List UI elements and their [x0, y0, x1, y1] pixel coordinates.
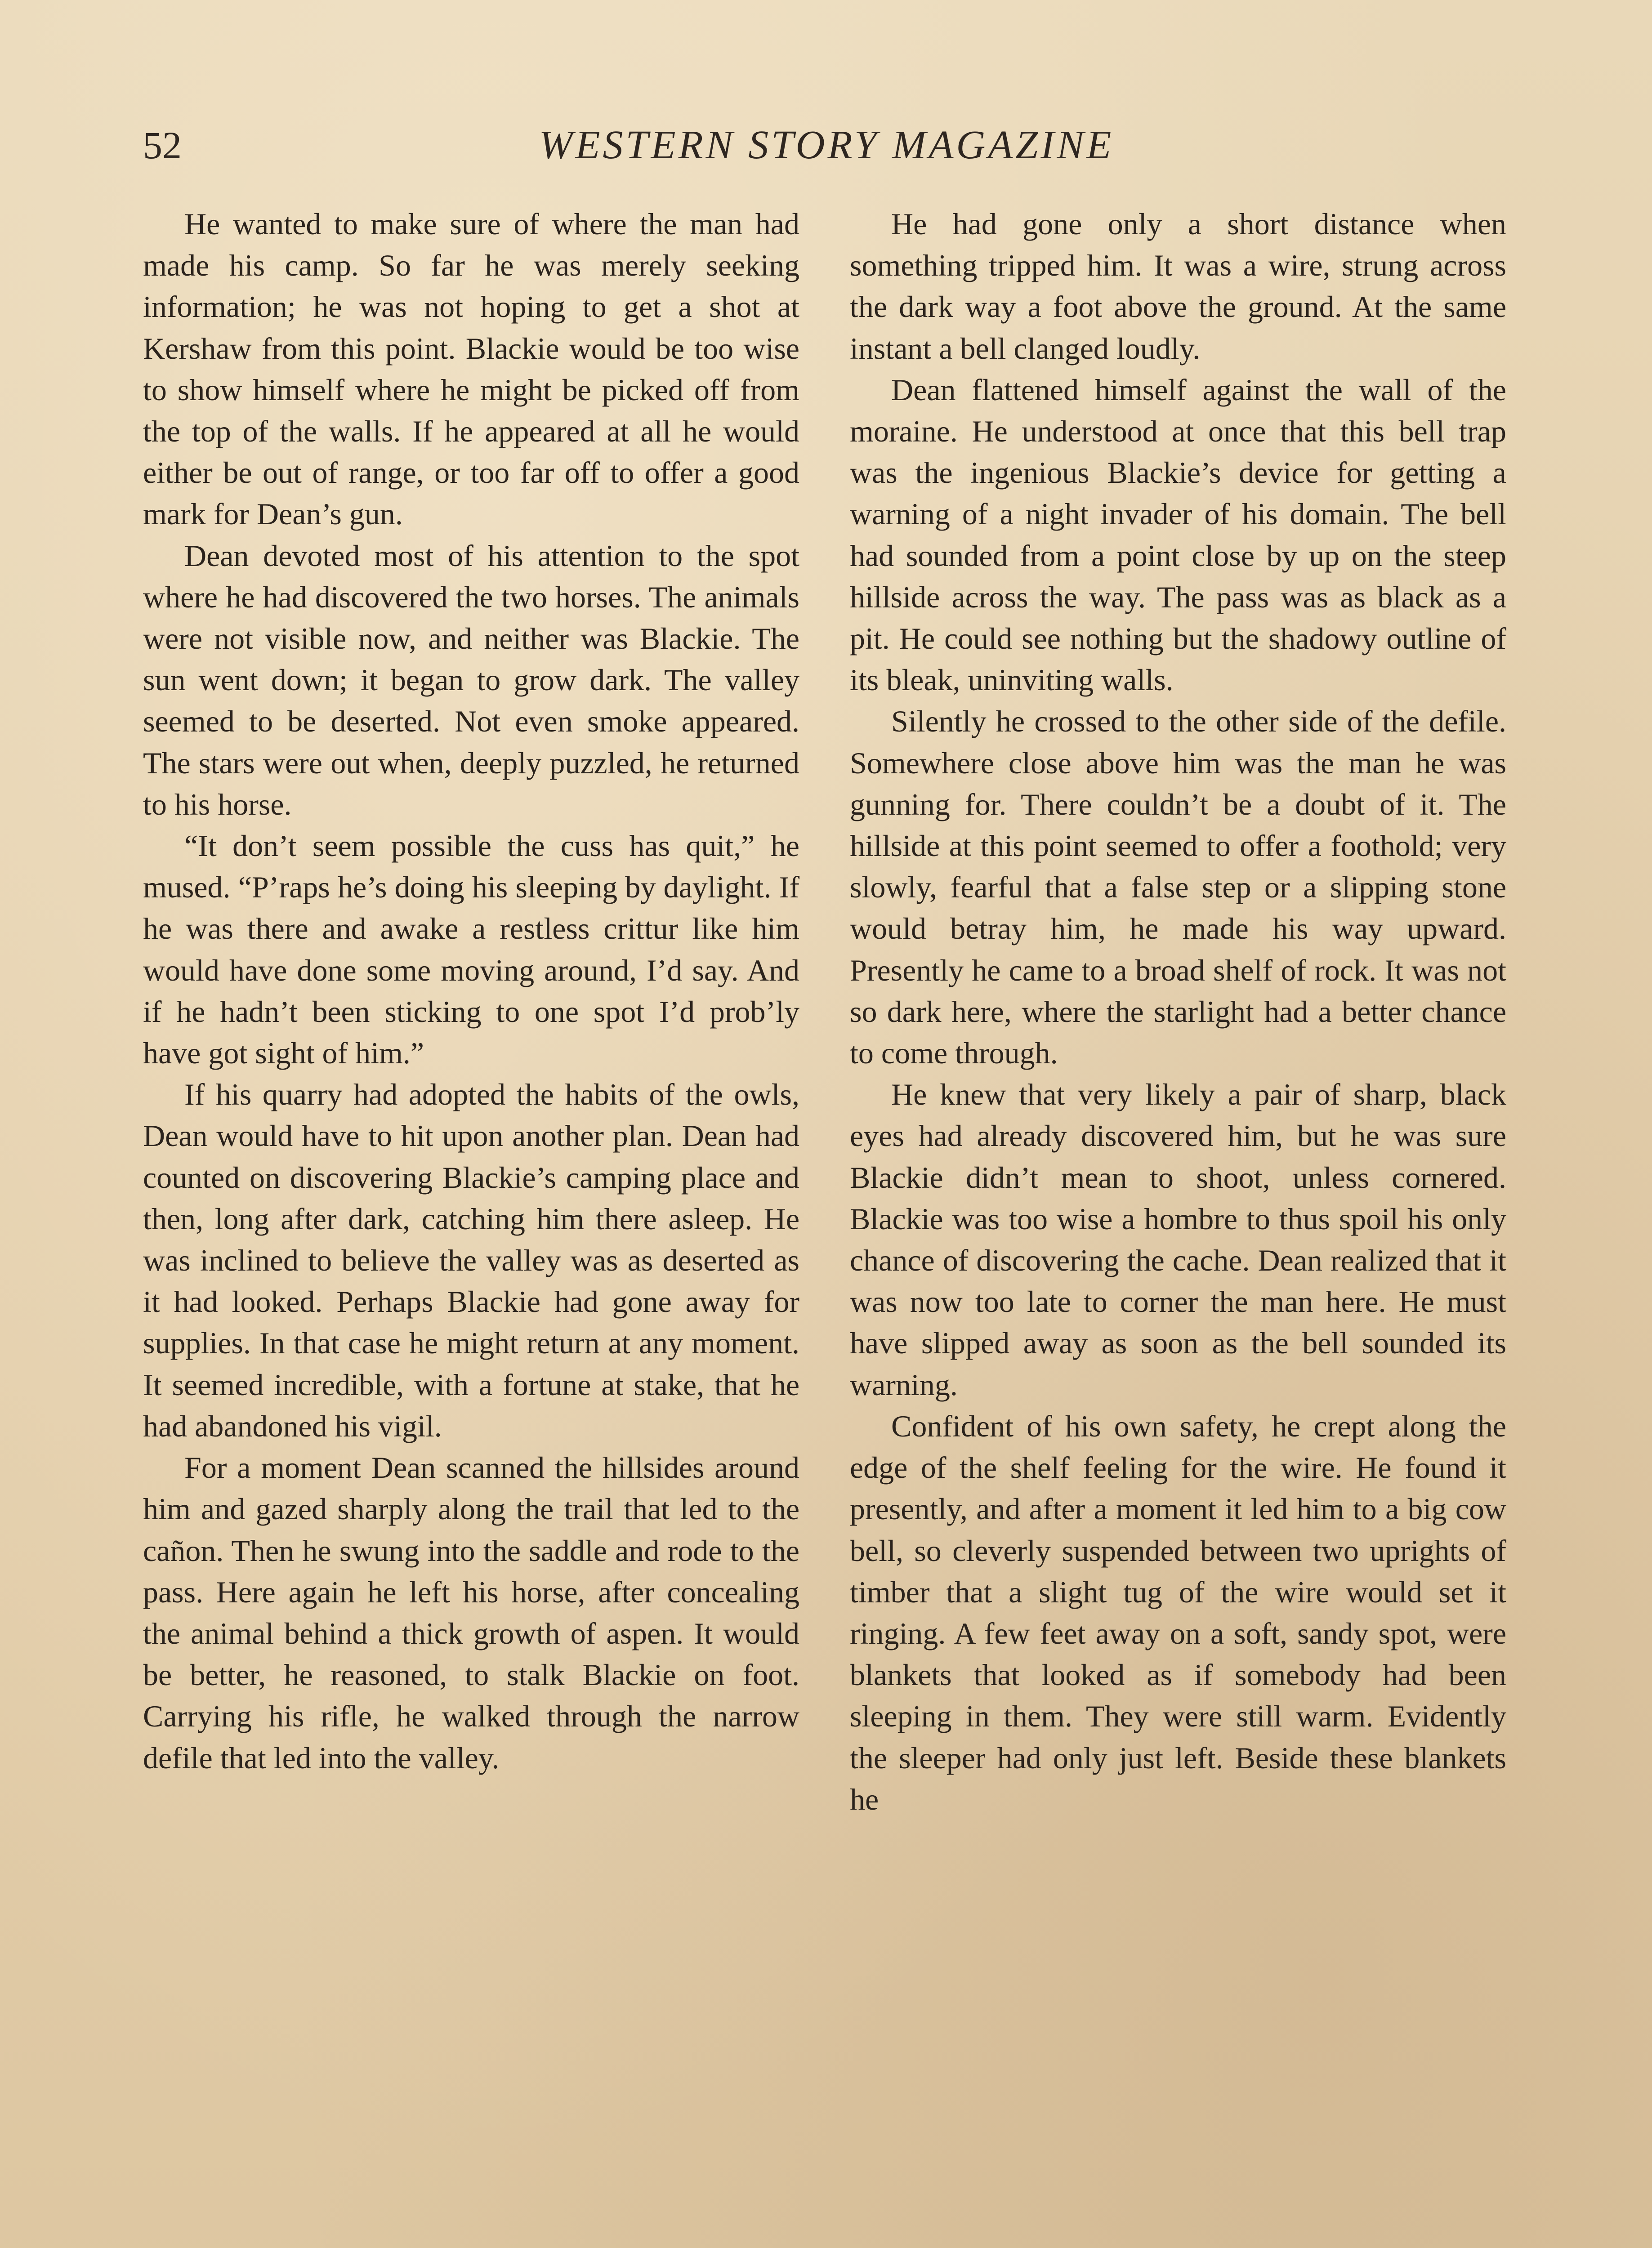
right-column [850, 203, 1506, 1820]
paragraph: If his quarry had adopted the habits of the owls, Dean would have to hit upon another plan. Dean had counted on discovering Blackie’s camping place and then, long after dark, catching him there asleep. He was inclined to believe the valley was as deserted as it had looked. Perhaps Blackie had gone away for supplies. In that case he might return at any moment. It seemed incredible, with a fortune at stake, that he had abandoned his vigil. [143, 1077, 799, 1443]
left-column [143, 203, 799, 1779]
paragraph: Dean devoted most of his attention to the spot where he had discovered the two horses. The animals were not visible now, and neither was Blackie. The sun went down; it began to grow dark. The valley seemed to be deserted. Not even smoke appeared. The stars were out when, deeply puzzled, he returned to his horse. [143, 538, 799, 821]
paragraph: “It don’t seem possible the cuss has quit,” he mused. “P’raps he’s doing his sleeping by daylight. If he was there and awake a restless crittur like him would have done some moving around, I’d say. And if he hadn’t been sticking to one spot I’d prob’ly have got sight of him.” [143, 829, 799, 1070]
paragraph: He knew that very likely a pair of sharp, black eyes had already discovered him, but he was sure Blackie didn’t mean to shoot, unless cornered. Blackie was too wise a hombre to thus spoil his only chance of discovering the cache. Dean realized that it was now too late to corner the man here. He must have slipped away as soon as the bell sounded its warning. [850, 1077, 1506, 1402]
page-header [143, 116, 1510, 174]
paragraph: He wanted to make sure of where the man had made his camp. So far he was merely seeking information; he was not hoping to get a shot at Kershaw from this point. Blackie would be too wise to show himself where he might be picked off from the top of the walls. If he appeared at all he would either be out of range, or too far off to offer a good mark for Dean’s gun. [143, 207, 799, 531]
paragraph: Silently he crossed to the other side of the defile. Somewhere close above him was the man he was gunning for. There couldn’t be a doubt of it. The hillside at this point seemed to offer a foothold; very slowly, fearful that a false step or a slipping stone would betray him, he made his way upward. Presently he came to a broad shelf of rock. It was not so dark here, where the starlight had a better chance to come through. [850, 704, 1506, 1070]
magazine-title: WESTERN STORY MAGAZINE [539, 123, 1114, 167]
paragraph: He had gone only a short distance when something tripped him. It was a wire, strung across the dark way a foot above the ground. At the same instant a bell clanged loudly. [850, 207, 1506, 366]
paragraph: For a moment Dean scanned the hillsides around him and gazed sharply along the trail that led to the cañon. Then he swung into the saddle and rode to the pass. Here again he left his horse, after concealing the animal behind a thick growth of aspen. It would be better, he reasoned, to stalk Blackie on foot. Carrying his rifle, he walked through the narrow defile that led into the valley. [143, 1450, 799, 1775]
paragraph: Dean flattened himself against the wall of the moraine. He understood at once that this bell trap was the ingenious Blackie’s device for getting a warning of a night invader of his domain. The bell had sounded from a point close by up on the steep hillside across the way. The pass was as black as a pit. He could see nothing but the shadowy outline of its bleak, uninviting walls. [850, 372, 1506, 697]
page-number: 52 [143, 124, 182, 167]
paragraph: Confident of his own safety, he crept along the edge of the shelf feeling for the wire. He found it presently, and after a moment it led him to a big cow bell, so cleverly suspended between two uprights of timber that a slight tug of the wire would set it ringing. A few feet away on a soft, sandy spot, were blankets that looked as if somebody had been sleeping in them. They were still warm. Evidently the sleeper had only just left. Beside these blankets he [850, 1409, 1506, 1816]
